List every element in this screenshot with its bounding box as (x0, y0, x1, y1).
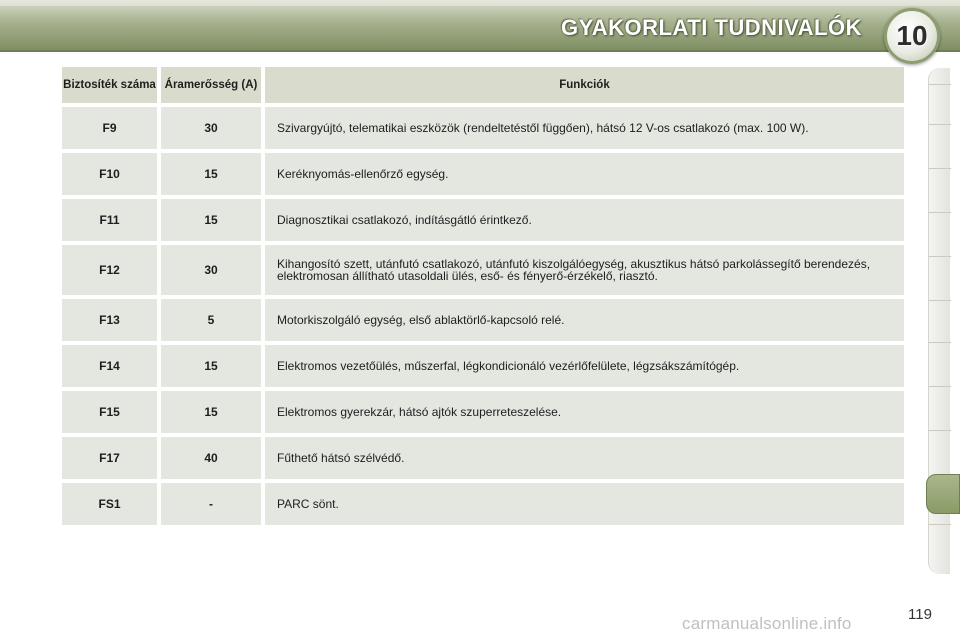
tab-divider (929, 524, 951, 525)
fuse-cell: F9 (62, 107, 157, 149)
amperage-cell: 30 (161, 107, 261, 149)
fuse-cell: F13 (62, 299, 157, 341)
chapter-number: 10 (896, 20, 928, 51)
active-chapter-tab[interactable] (926, 474, 960, 514)
amperage-cell: 15 (161, 391, 261, 433)
watermark: carmanualsonline.info (682, 614, 852, 633)
table-row (62, 245, 904, 295)
page-number: 119 (908, 606, 932, 623)
amperage-cell: 40 (161, 437, 261, 479)
table-row (62, 483, 904, 525)
tab-divider (929, 386, 951, 387)
tab-divider (929, 430, 951, 431)
functions-cell: Kihangosító szett, utánfutó csatlakozó, utánfutó kiszolgálóegység, akusztikus hátsó parkolássegítő berendezés, elektromosan állítható utasoldali ülés, eső- és fényerő-érzékelő, riasztó. (265, 245, 904, 295)
fuse-cell: F15 (62, 391, 157, 433)
tab-divider (929, 84, 951, 85)
column-header-functions: Funkciók (265, 67, 904, 103)
amperage-cell: 5 (161, 299, 261, 341)
table-row (62, 391, 904, 433)
fuse-cell: F17 (62, 437, 157, 479)
column-header-fuse: Biztosíték száma (62, 67, 157, 103)
tab-divider (929, 300, 951, 301)
functions-cell: Keréknyomás-ellenőrző egység. (265, 153, 904, 195)
functions-cell: PARC sönt. (265, 483, 904, 525)
tab-divider (929, 124, 951, 125)
fuse-cell: F10 (62, 153, 157, 195)
amperage-cell: 15 (161, 153, 261, 195)
page-title: GYAKORLATI TUDNIVALÓK (561, 15, 862, 40)
functions-cell: Elektromos gyerekzár, hátsó ajtók szuperreteszelése. (265, 391, 904, 433)
table-row (62, 153, 904, 195)
fuse-cell: FS1 (62, 483, 157, 525)
table-row (62, 199, 904, 241)
tab-divider (929, 168, 951, 169)
functions-cell: Motorkiszolgáló egység, első ablaktörlő-kapcsoló relé. (265, 299, 904, 341)
functions-cell: Elektromos vezetőülés, műszerfal, légkondicionáló vezérlőfelülete, légzsákszámítógép. (265, 345, 904, 387)
table-row (62, 299, 904, 341)
amperage-cell: 15 (161, 199, 261, 241)
fuse-table (62, 67, 904, 529)
amperage-cell: 15 (161, 345, 261, 387)
tab-divider (929, 256, 951, 257)
table-header-row (62, 67, 904, 103)
fuse-cell: F12 (62, 245, 157, 295)
table-row (62, 107, 904, 149)
tab-divider (929, 342, 951, 343)
functions-cell: Fűthető hátsó szélvédő. (265, 437, 904, 479)
table-row (62, 345, 904, 387)
column-header-amperage: Áramerősség (A) (161, 67, 261, 103)
header-band (0, 0, 960, 52)
table-row (62, 437, 904, 479)
amperage-cell: 30 (161, 245, 261, 295)
fuse-cell: F14 (62, 345, 157, 387)
amperage-cell: - (161, 483, 261, 525)
chapter-badge (884, 8, 940, 64)
tab-divider (929, 212, 951, 213)
functions-cell: Szivargyújtó, telematikai eszközök (rendeltetéstől függően), hátsó 12 V-os csatlakozó (max. 100 W). (265, 107, 904, 149)
functions-cell: Diagnosztikai csatlakozó, indításgátló érintkező. (265, 199, 904, 241)
fuse-cell: F11 (62, 199, 157, 241)
